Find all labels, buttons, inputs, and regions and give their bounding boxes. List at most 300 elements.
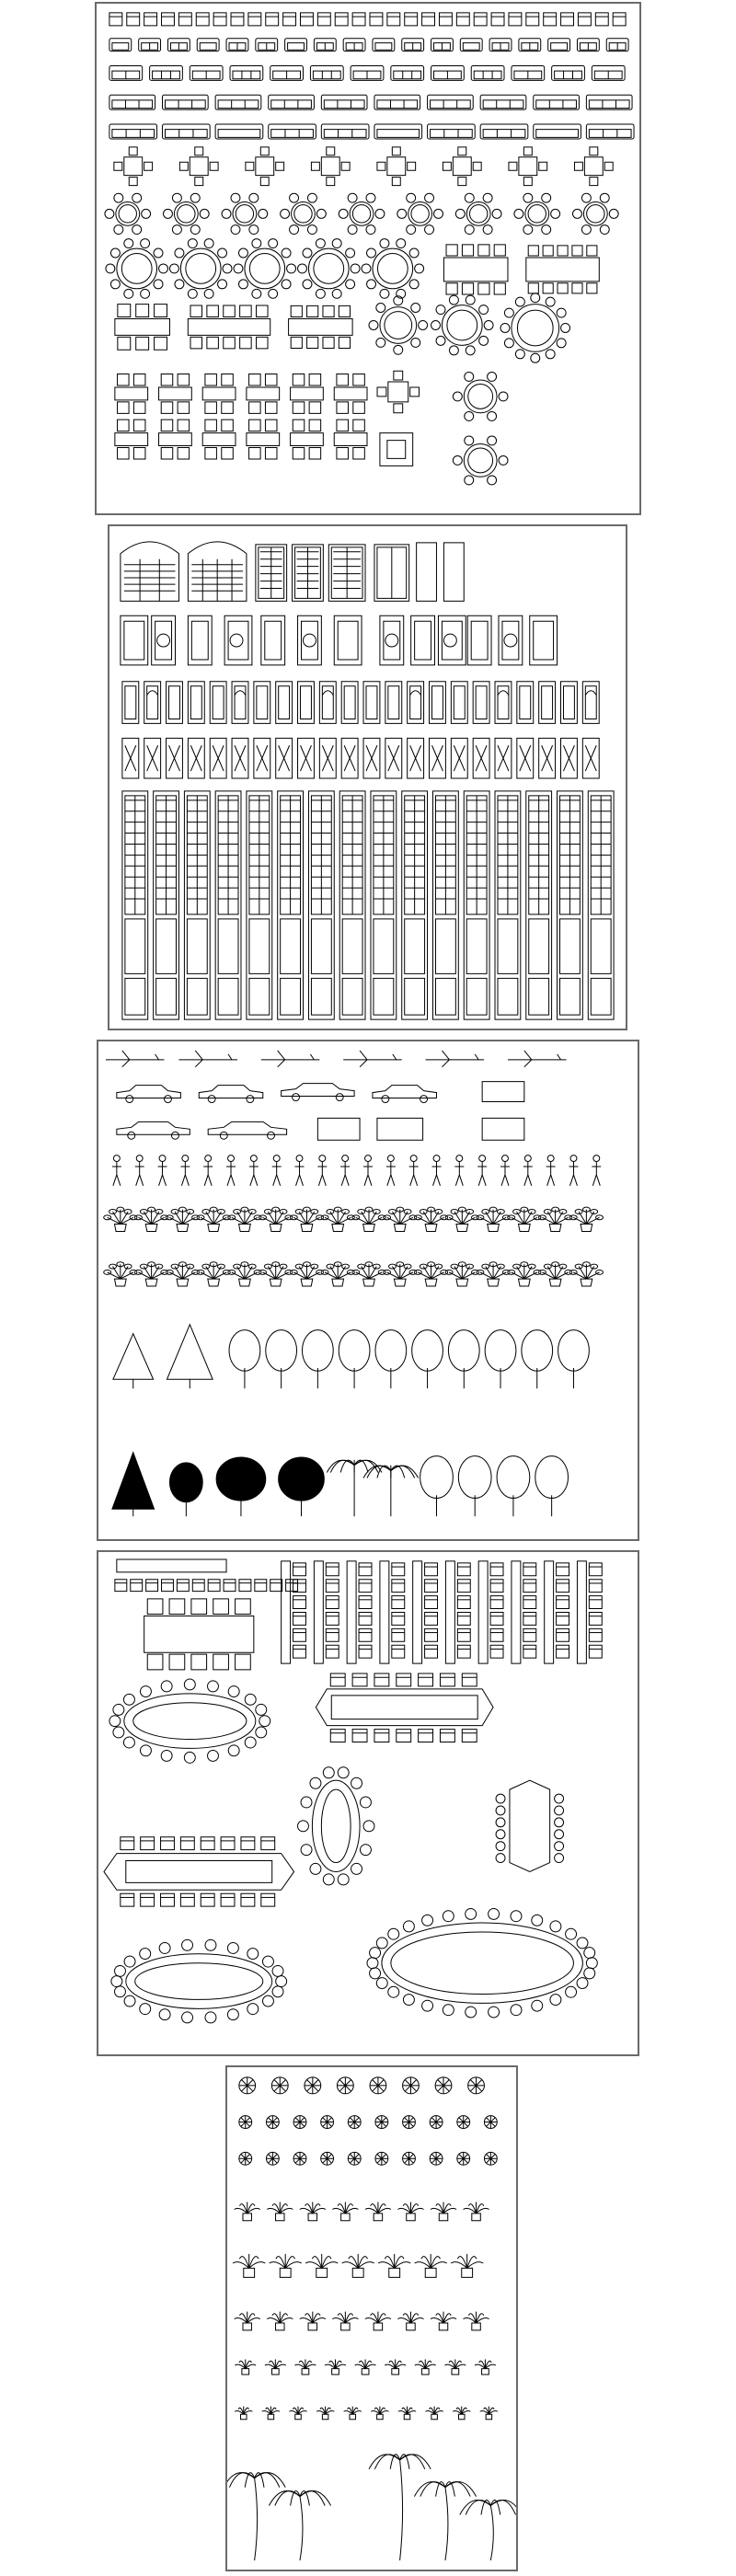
aircraft-block — [178, 1051, 237, 1067]
door-block — [443, 543, 464, 602]
sofa-block — [310, 66, 343, 81]
sofa-block — [548, 39, 570, 52]
potted-plant-block — [239, 1279, 251, 1286]
chair-block — [457, 1628, 470, 1641]
potted-plant-block — [462, 2268, 473, 2277]
car-block — [282, 1084, 354, 1097]
table-block — [380, 1561, 389, 1663]
chair-block — [589, 1563, 602, 1576]
car-block — [373, 1086, 437, 1098]
chair-block — [192, 1580, 204, 1592]
chair-block — [589, 1628, 602, 1641]
palm-block — [255, 2478, 258, 2560]
potted-plant-block — [392, 2369, 399, 2375]
chair-block — [613, 13, 626, 26]
potted-plant-block — [332, 1279, 344, 1286]
round-table-block — [245, 248, 285, 289]
potted-plant-block — [482, 2369, 489, 2375]
sofa-block — [321, 124, 369, 139]
sofa-block — [428, 95, 474, 109]
dining-table-block — [443, 258, 508, 282]
person-block — [342, 1156, 349, 1162]
chair-block — [440, 1673, 454, 1686]
chair-block — [490, 1645, 503, 1658]
person-block — [502, 1156, 509, 1162]
round-table-block — [292, 201, 316, 225]
square-table-block — [584, 157, 603, 176]
potted-plant-block — [341, 2323, 350, 2330]
chair-block — [359, 1563, 372, 1576]
square-table-block — [388, 382, 408, 402]
potted-plant-block — [456, 1279, 468, 1286]
chair-block — [425, 1580, 438, 1593]
chair-block — [523, 1563, 536, 1576]
plants-sheet — [225, 2065, 518, 2571]
potted-plant-block — [452, 2369, 459, 2375]
conference-table-block — [510, 1780, 550, 1871]
chair-block — [456, 13, 469, 26]
sofa-block — [391, 66, 424, 81]
chair-block — [221, 1837, 235, 1850]
square-table-block — [453, 157, 471, 176]
potted-plant-block — [280, 2268, 291, 2277]
round-table-block — [174, 201, 198, 225]
round-table-block — [180, 248, 221, 289]
chair-block — [283, 13, 296, 26]
potted-plant-block — [362, 2369, 369, 2375]
square-table-block — [124, 157, 143, 176]
sofa-block — [215, 124, 263, 139]
chair-block — [425, 1628, 438, 1641]
potted-plant-block — [472, 2214, 480, 2221]
round-table-block — [512, 305, 559, 352]
table-block — [512, 1561, 521, 1663]
car-front-block — [482, 1118, 524, 1140]
tree-block — [113, 1334, 154, 1389]
chair-block — [392, 1580, 405, 1593]
tree-block — [167, 1325, 213, 1388]
sofa-block — [552, 66, 585, 81]
chair-block — [326, 1580, 339, 1593]
potted-plant-block — [374, 2214, 382, 2221]
potted-plant-block — [421, 2369, 429, 2375]
oval-table-block — [124, 1694, 256, 1749]
potted-plant-block — [295, 2414, 302, 2419]
potted-plant-block — [301, 1225, 313, 1232]
dining-table-block — [115, 387, 148, 400]
potted-plant-block — [518, 1279, 530, 1286]
chair-block — [462, 1673, 477, 1686]
person-block — [113, 1156, 120, 1162]
potted-plant-block — [458, 2414, 465, 2419]
dining-table-block — [247, 387, 280, 400]
potted-plant-block — [244, 2268, 255, 2277]
chair-block — [405, 13, 418, 26]
palm-block — [445, 2488, 448, 2560]
person-block — [547, 1156, 554, 1162]
potted-plant-block — [308, 2323, 316, 2330]
potted-plant-block — [549, 1225, 561, 1232]
sofa-block — [534, 124, 581, 139]
person-block — [479, 1156, 486, 1162]
table-block — [445, 1561, 454, 1663]
chair-block — [397, 1673, 411, 1686]
chair-block — [491, 13, 504, 26]
potted-plant-block — [518, 1225, 530, 1232]
chair-block — [374, 1730, 389, 1742]
potted-plant-block — [177, 1279, 189, 1286]
chair-block — [425, 1563, 438, 1576]
table-block — [577, 1561, 586, 1663]
chair-block — [387, 13, 400, 26]
sofa-block — [163, 124, 211, 139]
potted-plant-block — [276, 2323, 284, 2330]
sofa-block — [215, 95, 261, 109]
potted-plant-block — [439, 2214, 447, 2221]
aircraft-block — [343, 1051, 402, 1067]
round-table-block — [464, 380, 497, 413]
car-block — [117, 1086, 181, 1098]
chair-block — [224, 1580, 236, 1592]
chair-block — [374, 1673, 389, 1686]
person-block — [387, 1156, 394, 1162]
potted-plant-block — [341, 2214, 350, 2221]
sofa-block — [534, 95, 580, 109]
potted-plant-block — [268, 2414, 274, 2419]
table-block — [347, 1561, 356, 1663]
potted-plant-block — [407, 2214, 415, 2221]
doors-drawing — [109, 526, 626, 1029]
potted-plant-block — [407, 2323, 415, 2330]
potted-plant-block — [352, 2268, 363, 2277]
chair-block — [326, 1613, 339, 1626]
door-block — [417, 543, 437, 602]
square-table-block — [519, 157, 537, 176]
potted-plant-block — [486, 2414, 492, 2419]
chair-block — [326, 1645, 339, 1658]
sofa-block — [163, 95, 209, 109]
chair-block — [293, 1580, 306, 1593]
dining-table-block — [159, 387, 192, 400]
aircraft-block — [261, 1051, 320, 1067]
potted-plant-block — [332, 2369, 339, 2375]
chair-block — [425, 1613, 438, 1626]
chair-block — [523, 1580, 536, 1593]
chair-block — [589, 1645, 602, 1658]
chair-block — [457, 1596, 470, 1609]
chair-block — [397, 1730, 411, 1742]
palm-block — [300, 2497, 303, 2560]
chair-block — [261, 1837, 275, 1850]
entourage-sheet — [97, 1040, 639, 1541]
chair-block — [370, 13, 383, 26]
square-table-block — [256, 157, 274, 176]
chair-block — [457, 1563, 470, 1576]
chair-block — [231, 13, 244, 26]
round-table-block — [117, 248, 157, 289]
chair-block — [248, 13, 261, 26]
chair-block — [213, 13, 226, 26]
chair-block — [526, 13, 539, 26]
chair-block — [115, 1580, 127, 1592]
dining-table-block — [334, 387, 367, 400]
person-block — [524, 1156, 531, 1162]
chair-block — [490, 1628, 503, 1641]
chair-block — [589, 1596, 602, 1609]
chair-block — [326, 1563, 339, 1576]
aircraft-block — [106, 1051, 165, 1067]
potted-plant-block — [145, 1279, 157, 1286]
chair-block — [146, 1580, 158, 1592]
potted-plant-block — [377, 2414, 384, 2419]
potted-plant-block — [177, 1225, 189, 1232]
chair-block — [523, 1628, 536, 1641]
potted-plant-block — [581, 1279, 592, 1286]
person-block — [410, 1156, 417, 1162]
chair-block — [457, 1613, 470, 1626]
car-front-block — [317, 1118, 360, 1140]
furniture-drawing — [97, 4, 639, 513]
chair-block — [419, 1673, 433, 1686]
chair-block — [161, 1837, 175, 1850]
dining-table-block — [291, 387, 324, 400]
potted-plant-block — [302, 2369, 309, 2375]
chair-block — [523, 1596, 536, 1609]
sofa-block — [269, 95, 315, 109]
potted-plant-block — [549, 1279, 561, 1286]
potted-plant-block — [322, 2414, 328, 2419]
dining-table-block — [202, 433, 236, 446]
chair-block — [131, 1580, 143, 1592]
potted-plant-block — [581, 1225, 592, 1232]
palm-block — [400, 2460, 403, 2560]
chair-block — [180, 1893, 194, 1906]
potted-plant-block — [208, 1225, 220, 1232]
sofa-block — [586, 95, 632, 109]
chair-block — [293, 1628, 306, 1641]
potted-plant-block — [488, 1225, 500, 1232]
round-table-block — [373, 248, 413, 289]
dining-table-block — [115, 433, 148, 446]
dining-table-block — [247, 433, 280, 446]
conference-sheet — [97, 1550, 639, 2056]
person-block — [319, 1156, 326, 1162]
aircraft-block — [426, 1051, 485, 1067]
dining-table-block — [144, 1616, 254, 1652]
chair-block — [270, 1580, 282, 1592]
potted-plant-block — [239, 1225, 251, 1232]
chair-block — [557, 1628, 569, 1641]
chair-block — [490, 1563, 503, 1576]
sofa-block — [269, 124, 316, 139]
person-block — [296, 1156, 303, 1162]
chair-block — [419, 1730, 433, 1742]
chair-block — [330, 1673, 345, 1686]
chair-block — [177, 1580, 189, 1592]
furniture-sheet — [95, 2, 641, 515]
chair-block — [425, 1596, 438, 1609]
square-table-block — [190, 157, 208, 176]
chair-block — [326, 1628, 339, 1641]
square-table-block — [387, 157, 406, 176]
potted-plant-block — [431, 2414, 438, 2419]
chair-block — [422, 13, 435, 26]
potted-plant-block — [301, 1279, 313, 1286]
potted-plant-block — [425, 1225, 437, 1232]
potted-plant-block — [404, 2414, 410, 2419]
round-table-block — [525, 201, 549, 225]
potted-plant-block — [332, 1225, 344, 1232]
round-table-block — [408, 201, 432, 225]
chair-block — [578, 13, 591, 26]
chair-block — [161, 1893, 175, 1906]
round-table-block — [464, 444, 497, 477]
chair-block — [266, 13, 279, 26]
sofa-block — [230, 66, 263, 81]
sofa-block — [374, 124, 422, 139]
chair-block — [457, 1580, 470, 1593]
chair-block — [589, 1613, 602, 1626]
conference-drawing — [98, 1552, 638, 2054]
chair-block — [141, 1893, 155, 1906]
potted-plant-block — [488, 1279, 500, 1286]
car-block — [199, 1086, 263, 1098]
dining-table-block — [188, 319, 270, 336]
oval-table-block — [126, 1954, 272, 2009]
chair-block — [109, 13, 122, 26]
chair-block — [293, 1613, 306, 1626]
round-table-block — [466, 201, 490, 225]
round-table-block — [442, 305, 482, 346]
dining-table-block — [291, 433, 324, 446]
round-table-block — [380, 307, 417, 344]
chair-block — [178, 13, 191, 26]
doors-sheet — [108, 524, 627, 1030]
sofa-block — [373, 39, 395, 52]
potted-plant-block — [350, 2414, 356, 2419]
potted-plant-block — [271, 2369, 279, 2375]
palm-block — [490, 2506, 493, 2561]
sofa-block — [109, 124, 157, 139]
person-block — [250, 1156, 257, 1162]
chair-block — [261, 1893, 275, 1906]
potted-plant-block — [374, 2323, 382, 2330]
sofa-block — [374, 95, 420, 109]
chair-block — [359, 1613, 372, 1626]
person-block — [205, 1156, 212, 1162]
dining-table-block — [159, 433, 192, 446]
round-table-block — [583, 201, 607, 225]
chair-block — [352, 13, 365, 26]
dining-table-block — [289, 319, 353, 336]
table-block — [282, 1561, 291, 1663]
chair-block — [141, 1837, 155, 1850]
chair-block — [352, 1730, 367, 1742]
conference-table-block — [104, 1854, 294, 1891]
chair-block — [595, 13, 608, 26]
potted-plant-block — [425, 1279, 437, 1286]
chair-block — [557, 1613, 569, 1626]
person-block — [273, 1156, 280, 1162]
round-table-block — [233, 201, 257, 225]
chair-block — [392, 1628, 405, 1641]
chair-block — [293, 1596, 306, 1609]
chair-block — [490, 1596, 503, 1609]
car-block — [117, 1121, 190, 1134]
dining-table-block — [334, 433, 367, 446]
potted-plant-block — [439, 2323, 447, 2330]
chair-block — [317, 13, 330, 26]
potted-plant-block — [114, 1279, 126, 1286]
potted-plant-block — [243, 2323, 251, 2330]
chair-block — [439, 13, 452, 26]
sofa-block — [150, 66, 183, 81]
chair-block — [241, 1837, 255, 1850]
square-table-block — [321, 157, 339, 176]
chair-block — [557, 1580, 569, 1593]
potted-plant-block — [456, 1225, 468, 1232]
round-table-block — [116, 201, 140, 225]
person-block — [593, 1156, 600, 1162]
dining-table-block — [202, 387, 236, 400]
potted-plant-block — [145, 1225, 157, 1232]
chair-block — [392, 1596, 405, 1609]
potted-plant-block — [363, 1225, 375, 1232]
sofa-block — [109, 39, 132, 52]
title-bar-block — [117, 1559, 226, 1572]
sofa-block — [460, 39, 482, 52]
person-block — [433, 1156, 440, 1162]
table-block — [478, 1561, 488, 1663]
oval-table-block — [382, 1923, 583, 2003]
sofa-block — [480, 95, 526, 109]
chair-block — [196, 13, 209, 26]
table-block — [314, 1561, 323, 1663]
car-front-block — [482, 1082, 524, 1102]
potted-plant-block — [270, 1279, 282, 1286]
chair-block — [221, 1893, 235, 1906]
potted-plant-block — [394, 1279, 406, 1286]
chair-block — [561, 13, 574, 26]
chair-block — [509, 13, 522, 26]
chair-block — [523, 1645, 536, 1658]
chair-block — [144, 13, 157, 26]
chair-block — [162, 13, 175, 26]
potted-plant-block — [425, 2268, 436, 2277]
chair-block — [557, 1563, 569, 1576]
chair-block — [359, 1628, 372, 1641]
chair-block — [326, 1596, 339, 1609]
chair-block — [255, 1580, 267, 1592]
chair-block — [162, 1580, 174, 1592]
oval-table-block — [312, 1780, 360, 1871]
chair-block — [440, 1730, 454, 1742]
chair-block — [474, 13, 487, 26]
person-block — [365, 1156, 372, 1162]
chair-block — [359, 1645, 372, 1658]
tree-block — [112, 1453, 155, 1510]
potted-plant-block — [243, 2214, 251, 2221]
chair-block — [392, 1613, 405, 1626]
person-block — [182, 1156, 189, 1162]
chair-block — [557, 1596, 569, 1609]
chair-block — [359, 1596, 372, 1609]
person-block — [570, 1156, 577, 1162]
sofa-block — [586, 124, 634, 139]
table-block — [413, 1561, 422, 1663]
chair-block — [239, 1580, 251, 1592]
chair-block — [335, 13, 348, 26]
